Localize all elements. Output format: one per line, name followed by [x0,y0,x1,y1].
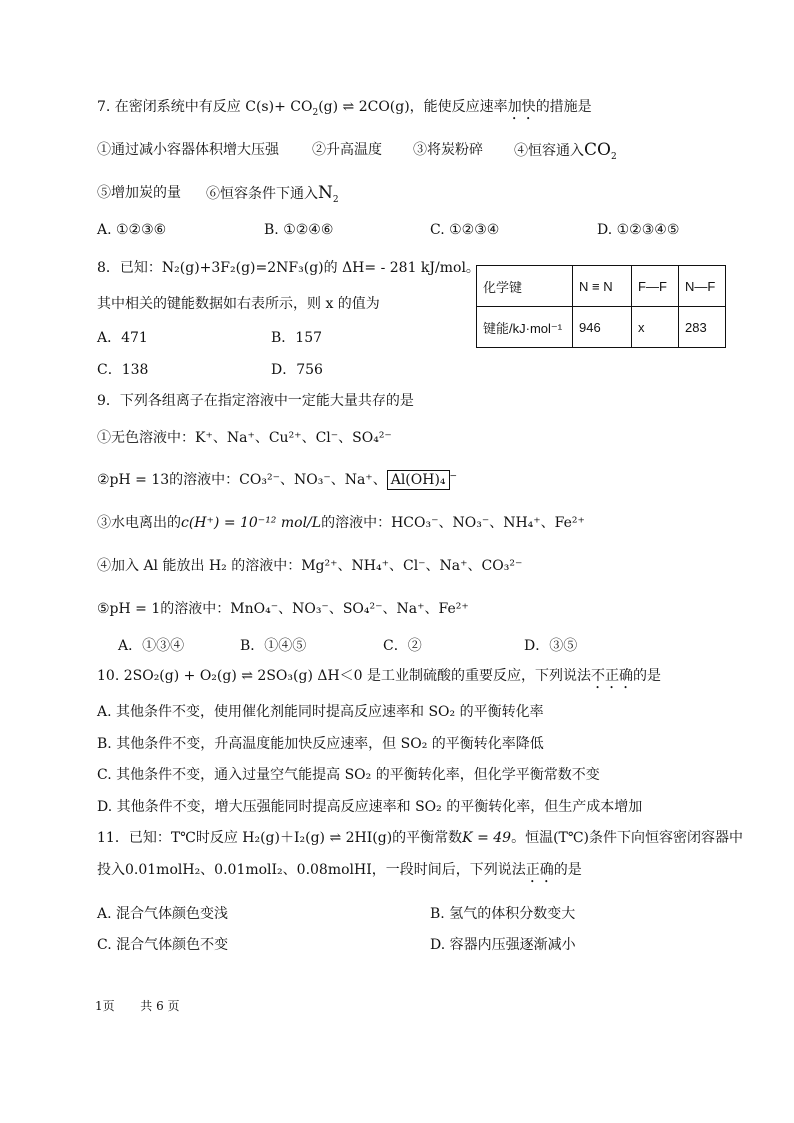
q7-option-b: B. ①②④⑥ [264,222,334,238]
q7-measure-1: ①通过减小容器体积增大压强 [97,142,279,158]
q9-set-4-label: ④加入 Al 能放出 H₂ 的溶液中： [97,558,302,574]
q9-set-3-ions: HCO₃⁻、NO₃⁻、NH₄⁺、Fe²⁺ [391,515,585,531]
q7-measure-row-2 [97,183,181,203]
q10-stem-pre: 10. 2SO₂(g) + O₂(g) ⇌ 2SO₃(g) ΔH＜0 是工业制硫酸的重要反应，下列说法 [97,668,592,684]
q8-stem-pre: 8．已知： [97,260,162,276]
q9-set-5-ions: MnO₄⁻、NO₃⁻、SO₄²⁻、Na⁺、Fe²⁺ [230,601,469,617]
q7-measure-6-text: ⑥恒容条件下通入 [206,186,318,202]
bond-table-header-label: 化学键 [477,266,573,307]
q11-stem-post: 。恒温(T℃)条件下向恒容密闭容器中 [511,830,744,846]
q11-line-2-post: 的是 [553,862,582,878]
q9-set-3-concentration: c(H⁺) = 10⁻¹² mol/L [181,515,322,531]
q9-option-d: D．③⑤ [524,638,578,654]
q11-stem-emphasis: 正确 [525,862,554,878]
q7-measure-6-formula: N [318,183,333,203]
q9-set-5 [97,599,469,619]
q7-measure-5: ⑤增加炭的量 [97,185,181,201]
bond-table-header-nn: N ≡ N [573,266,632,307]
q9-set-3-label: ③水电离出的 [97,515,181,531]
q11-option-d: D. 容器内压强逐渐减小 [430,937,576,953]
q9-set-3-mid: 的溶液中： [321,515,392,531]
q10-stem [97,666,661,692]
q7-measure-4-text: ④恒容通入 [514,143,584,159]
bond-table-value-ff: x [632,307,679,348]
q10-option-d: D. 其他条件不变，增大压强能同时提高反应速率和 SO₂ 的平衡转化率，但生产成本增加 [97,799,643,815]
q11-initial-amounts: 0.01molH₂、0.01molI₂、0.08molHI [125,862,372,878]
bond-table-header-nf: N—F [679,266,726,307]
q8-stem-line-2: 其中相关的键能数据如右表所示，则 x 的值为 [97,296,380,312]
q9-set-5-label: ⑤pH = 1的溶液中： [97,601,231,617]
q9-set-1 [97,428,392,448]
bond-energy-table [476,265,726,348]
q9-set-3 [97,513,585,533]
q9-set-1-ions: K⁺、Na⁺、Cu²⁺、Cl⁻、SO₄²⁻ [195,430,392,446]
bond-table-value-nf: 283 [679,307,726,348]
q11-equilibrium-constant: K = 49 [462,830,512,846]
q7-measure-3: ③将炭粉碎 [413,142,483,158]
q9-set-4-ions: Mg²⁺、NH₄⁺、Cl⁻、Na⁺、CO₃²⁻ [301,558,523,574]
q7-stem-emphasis: 加快 [507,99,536,115]
q11-option-c: C. 混合气体颜色不变 [97,937,229,953]
q11-stem-line-2 [97,860,582,886]
q7-stem: 7. 在密闭系统中有反应 $C(s)+ CO_2(g)$ ⇌ 2CO(g)，能使反应速率加快的措施是 [97,99,592,118]
q11-option-a: A. 混合气体颜色变浅 [97,906,229,922]
q9-set-1-label: ①无色溶液中： [97,430,195,446]
q9-option-a: A．①③④ [118,638,185,654]
q11-option-b: B. 氢气的体积分数变大 [430,906,576,922]
q11-stem-line-1 [97,828,743,848]
q7-stem-mid: (g) ⇌ 2CO(g)，能使反应速率 [318,99,508,115]
q8-stem-post: 的 ΔH= - 281 kJ/mol。 [323,260,480,276]
q9-stem: 9．下列各组离子在指定溶液中一定能大量共存的是 [97,393,414,409]
q8-option-a: A．471 [97,330,148,346]
q11-line-2-mid: ，一段时间后，下列说法 [371,862,526,878]
q10-stem-post: 的是 [633,668,662,684]
bond-table-header-row [477,266,726,307]
page-total: 共 6 页 [140,999,180,1013]
q9-set-2: ②pH = 13的溶液中：CO₃²⁻、NO₃⁻、Na⁺、 Al(OH)₄ − [97,471,458,488]
q9-set-2-complex-ion: Al(OH)₄ [387,470,450,490]
page-number: 1页 [95,999,115,1013]
q9-set-2-label: ②pH = 13的溶液中： [97,472,240,488]
q8-option-d: D．756 [271,362,323,378]
q8-option-b: B．157 [271,330,323,346]
q10-option-a: A. 其他条件不变，使用催化剂能同时提高反应速率和 SO₂ 的平衡转化率 [97,704,544,720]
q7-stem-post: 的措施是 [535,99,592,115]
q7-measure-row-1 [97,140,279,160]
q7-measure-6: ⑥恒容条件下通入$N_2$ [206,183,339,205]
page-footer [95,997,180,1014]
q8-equation: N₂(g)+3F₂(g)=2NF₃(g) [161,260,324,276]
q10-stem-emphasis: 不正确 [591,668,634,684]
q7-option-c: C. ①②③④ [430,222,500,238]
q10-option-c: C. 其他条件不变，通入过量空气能提高 SO₂ 的平衡转化率，但化学平衡常数不变 [97,767,600,783]
q8-stem [97,258,480,278]
bond-table-row-label: 键能/kJ·mol⁻¹ [477,307,573,348]
q10-option-b: B. 其他条件不变，升高温度能加快反应速率，但 SO₂ 的平衡转化率降低 [97,736,544,752]
bond-table-header-ff: F—F [632,266,679,307]
bond-table-value-row [477,307,726,348]
q9-option-b: B．①④⑤ [240,638,307,654]
q8-option-c: C．138 [97,362,149,378]
q11-stem-pre: 11．已知：T℃时反应 H₂(g)＋I₂(g) ⇌ 2HI(g)的平衡常数 [97,830,463,846]
q7-option-a: A. ①②③⑥ [97,222,167,238]
q7-option-d: D. ①②③④⑤ [597,222,680,238]
q9-set-4 [97,556,522,576]
bond-table-value-nn: 946 [573,307,632,348]
q7-stem-pre: 7. 在密闭系统中有反应 C(s)+ CO [97,99,313,115]
q7-measure-4: ④恒容通入$CO_2$ [514,140,617,162]
q7-measure-4-formula: CO [584,140,611,160]
q9-option-c: C．② [383,638,422,654]
q7-measure-2: ②升高温度 [312,142,382,158]
q11-line-2-pre: 投入 [97,862,125,878]
q9-set-2-ions: CO₃²⁻、NO₃⁻、Na⁺、 [239,472,387,488]
